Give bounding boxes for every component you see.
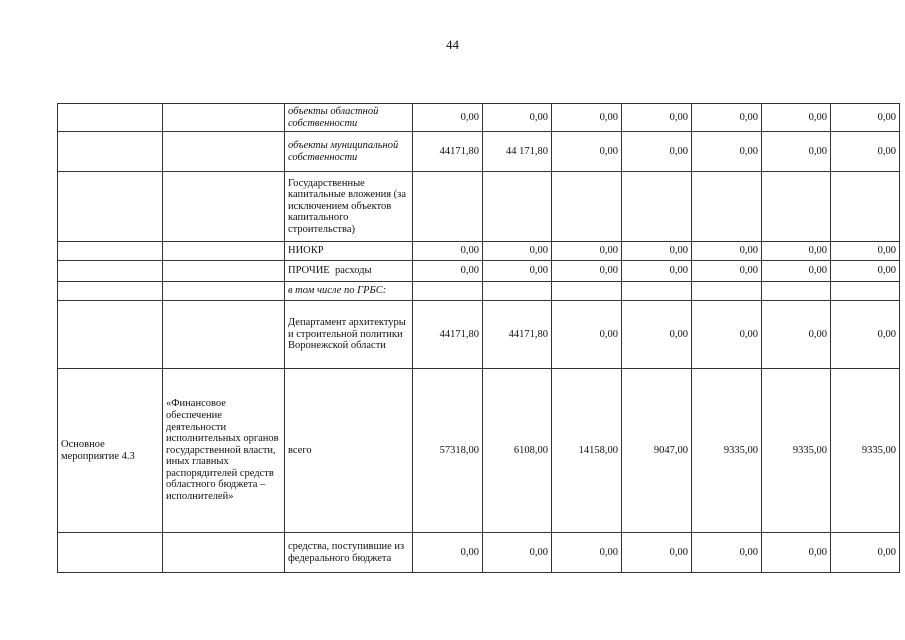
table-row [58, 369, 900, 533]
table-cell: всего [285, 369, 413, 533]
table-cell: Департамент архитектуры и строительной политики Воронежской области [285, 301, 413, 369]
table-cell: 14158,00 [552, 369, 622, 533]
table-row [58, 282, 900, 301]
table-cell: 9335,00 [831, 369, 900, 533]
table-row [58, 242, 900, 261]
table-cell: объекты муниципальной собственности [285, 132, 413, 172]
table-cell [413, 282, 483, 301]
table-cell [163, 132, 285, 172]
table-cell: объекты областной собственности [285, 104, 413, 132]
table-cell: 0,00 [413, 104, 483, 132]
table-cell [58, 301, 163, 369]
table-cell: 0,00 [413, 533, 483, 573]
table-cell [58, 261, 163, 282]
table-cell: 44 171,80 [483, 132, 552, 172]
table-cell [58, 242, 163, 261]
table-cell: 0,00 [762, 132, 831, 172]
table-cell: 0,00 [622, 242, 692, 261]
table-cell: ПРОЧИЕ расходы [285, 261, 413, 282]
table-cell [163, 533, 285, 573]
table-cell: 0,00 [762, 104, 831, 132]
table-cell [58, 172, 163, 242]
table-cell [762, 282, 831, 301]
table-cell [483, 172, 552, 242]
table-cell: 0,00 [622, 261, 692, 282]
table-row [58, 533, 900, 573]
table-cell: в том числе по ГРБС: [285, 282, 413, 301]
table-cell: 0,00 [762, 261, 831, 282]
table-row [58, 261, 900, 282]
table-cell: 0,00 [692, 104, 762, 132]
table-cell: 57318,00 [413, 369, 483, 533]
table-cell: 0,00 [622, 533, 692, 573]
table-cell: 0,00 [692, 132, 762, 172]
table-cell: 0,00 [762, 533, 831, 573]
table-cell: 0,00 [831, 301, 900, 369]
budget-table [57, 103, 900, 573]
table-cell: 0,00 [831, 104, 900, 132]
table-cell: 0,00 [483, 104, 552, 132]
table-cell: Государственные капитальные вложения (за исключением объектов капитального строительства) [285, 172, 413, 242]
table-cell: 9335,00 [762, 369, 831, 533]
table-cell [163, 242, 285, 261]
table-cell: 0,00 [483, 242, 552, 261]
table-cell: 0,00 [831, 261, 900, 282]
table-row [58, 104, 900, 132]
table-cell [831, 282, 900, 301]
table-cell [762, 172, 831, 242]
event-name-cell: «Финансовое обеспечение деятельности исполнительных органов государственной власти, иных главных распорядителей средств областного бюджета – исполнителей» [163, 369, 285, 533]
table-cell: 44171,80 [413, 132, 483, 172]
table-row [58, 301, 900, 369]
table-cell [483, 282, 552, 301]
table-cell: 0,00 [413, 261, 483, 282]
table-row [58, 132, 900, 172]
table-cell [58, 104, 163, 132]
table-cell: 0,00 [831, 533, 900, 573]
table-cell [692, 172, 762, 242]
table-cell: 0,00 [692, 533, 762, 573]
table-cell: 0,00 [762, 242, 831, 261]
table-cell [622, 282, 692, 301]
page-number: 44 [446, 37, 459, 52]
table-cell: 0,00 [552, 261, 622, 282]
table-cell: 0,00 [762, 301, 831, 369]
table-cell [58, 533, 163, 573]
table-cell [163, 261, 285, 282]
table-cell: 6108,00 [483, 369, 552, 533]
table-cell: 0,00 [622, 104, 692, 132]
table-cell: НИОКР [285, 242, 413, 261]
table-cell: 0,00 [622, 132, 692, 172]
table-cell [622, 172, 692, 242]
table-cell [163, 104, 285, 132]
table-cell: 0,00 [552, 104, 622, 132]
table-cell: 0,00 [552, 132, 622, 172]
table-cell: 0,00 [692, 261, 762, 282]
table-cell [163, 172, 285, 242]
table-cell: 44171,80 [483, 301, 552, 369]
table-cell [552, 172, 622, 242]
table-row [58, 172, 900, 242]
table-cell [831, 172, 900, 242]
table-cell: 0,00 [483, 261, 552, 282]
table-cell [413, 172, 483, 242]
table-cell [58, 282, 163, 301]
table-cell [163, 301, 285, 369]
table-cell [58, 132, 163, 172]
table-cell: 0,00 [552, 242, 622, 261]
table-cell: 0,00 [622, 301, 692, 369]
table-cell [692, 282, 762, 301]
table-cell: 0,00 [831, 242, 900, 261]
table-cell: 9335,00 [692, 369, 762, 533]
table-cell: 0,00 [413, 242, 483, 261]
event-code-cell: Основное мероприятие 4.3 [58, 369, 163, 533]
table-cell [552, 282, 622, 301]
table-cell: 0,00 [483, 533, 552, 573]
table-cell: 0,00 [692, 242, 762, 261]
table-cell: 0,00 [831, 132, 900, 172]
table-cell: 0,00 [692, 301, 762, 369]
table-cell: 0,00 [552, 533, 622, 573]
table-cell [163, 282, 285, 301]
table-cell: 0,00 [552, 301, 622, 369]
table-cell: 9047,00 [622, 369, 692, 533]
table-cell: 44171,80 [413, 301, 483, 369]
table-cell: средства, поступившие из федерального бюджета [285, 533, 413, 573]
